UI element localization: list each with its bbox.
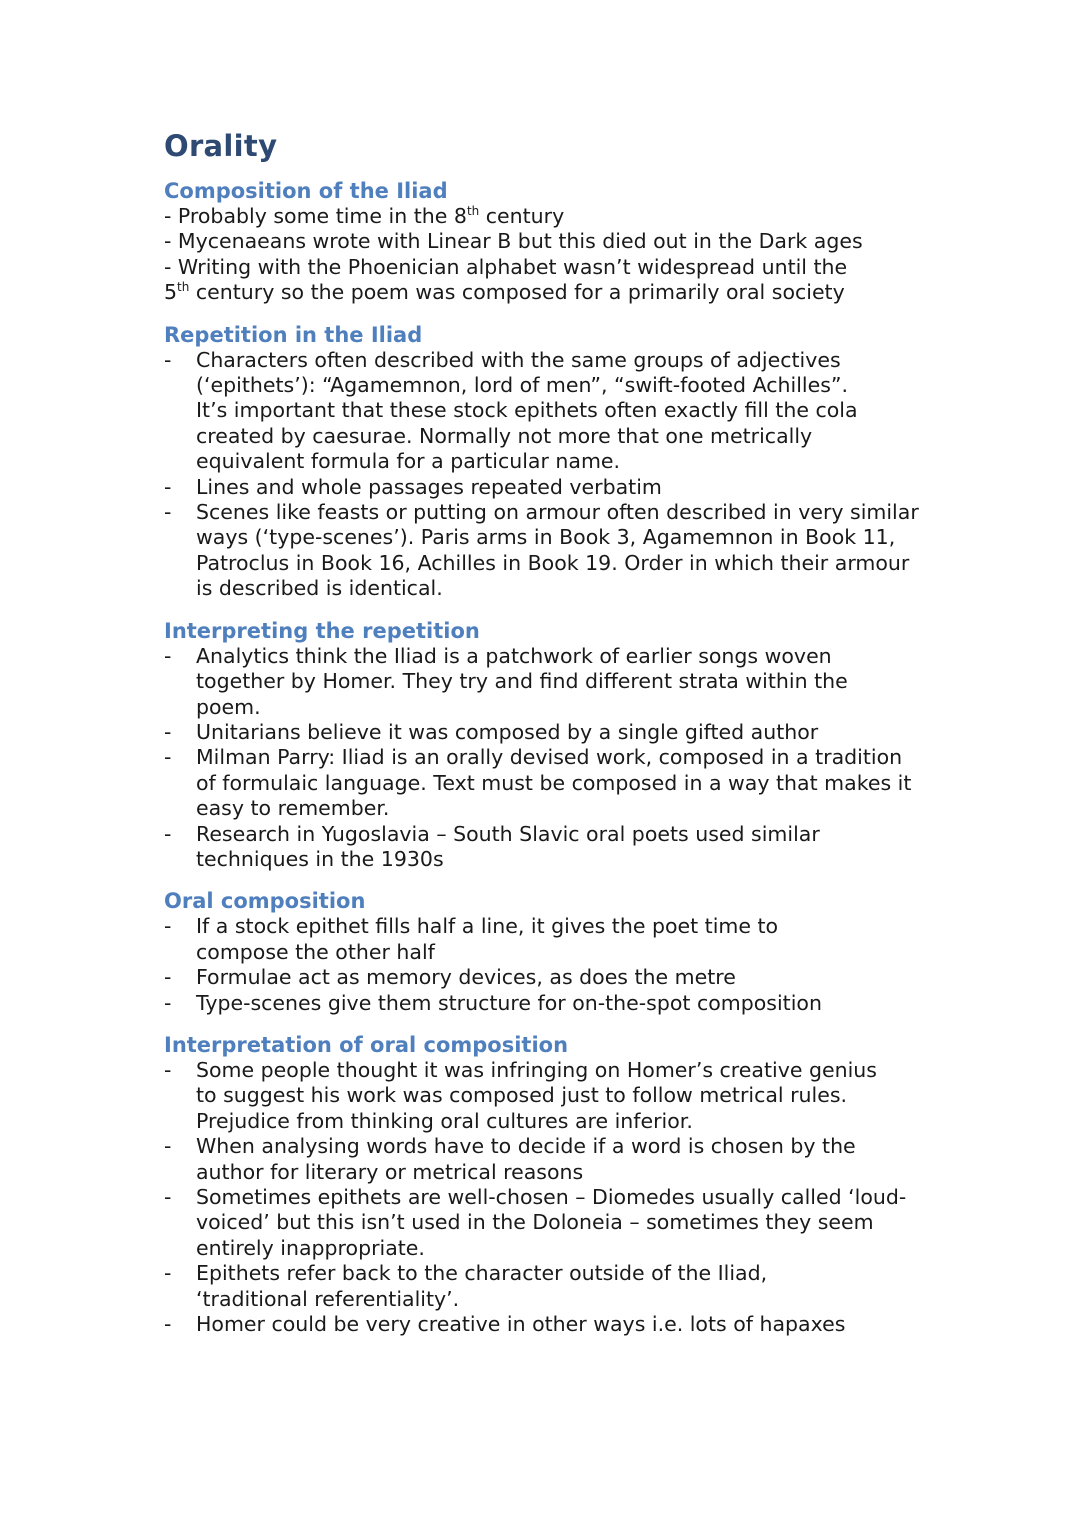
bullet-dash: - [164,1057,172,1082]
section-heading: Oral composition [164,889,366,914]
list-item: - Epithets refer back to the character outside of the Iliad, ‘traditional referentiality’. [164,1261,768,1311]
bullet-dash: - [164,474,172,499]
document-page [164,126,924,1354]
composition-line: - Mycenaeans wrote with Linear B but this died out in the Dark ages [164,229,863,254]
section-heading: Repetition in the Iliad [164,322,423,347]
list-item: - Lines and whole passages repeated verbatim [164,474,662,499]
bullet-dash: - [164,719,172,744]
section-repetition [164,323,924,602]
composition-line: - Writing with the Phoenician alphabet wasn’t widespread until the [164,254,848,279]
bullet-dash: - [164,1312,172,1337]
list-item: - If a stock epithet fills half a line, it gives the poet time to compose the other half [164,914,779,964]
section-composition [164,179,924,306]
bullet-list [164,914,924,1016]
bullet-dash: - [164,500,172,525]
list-item: - Analytics think the Iliad is a patchwork of earlier songs woven together by Homer. They try and find different strata within the poem. [164,643,848,719]
bullet-dash: - [164,1185,172,1209]
section-oral-composition [164,889,924,1016]
section-heading: Composition of the Iliad [164,179,448,203]
composition-line: 5th century so the poem was composed for a primarily oral society [164,280,845,305]
section-heading: Interpreting the repetition [164,618,480,643]
composition-lines [164,204,924,306]
bullet-list [164,644,924,873]
bullet-list [164,348,924,602]
composition-line: - Probably some time in the 8th century [164,204,565,228]
list-item: - Homer could be very creative in other ways i.e. lots of hapaxes [164,1312,846,1337]
bullet-dash: - [164,1261,172,1286]
list-item: - Characters often described with the same groups of adjectives (‘epithets’): “Agamemnon, lord of men”, “swift-footed Achilles”. It’s important that these stock epithets often exactly fill the cola created by caesurae. Normally not more that one metrically equivalent formula for a particular name. [164,347,858,474]
list-item: - Scenes like feasts or putting on armour often described in very similar ways (‘type-scenes’). Paris arms in Book 3, Agamemnon in Book 11, Patroclus in Book 16, Achilles in Book 19. Order in which their armour is described is identical. [164,500,919,601]
bullet-dash: - [164,965,172,990]
bullet-dash: - [164,643,172,668]
list-item: - Type-scenes give them structure for on-the-spot composition [164,990,822,1015]
bullet-list [164,1058,924,1337]
list-item: - Milman Parry: Iliad is an orally devised work, composed in a tradition of formulaic language. Text must be composed in a way that makes it easy to remember. [164,745,912,821]
list-item: - When analysing words have to decide if a word is chosen by the author for literary or metrical reasons [164,1134,856,1184]
bullet-dash: - [164,347,172,372]
section-interpretation-oral [164,1033,924,1337]
list-item: - Research in Yugoslavia – South Slavic oral poets used similar techniques in the 1930s [164,821,820,871]
bullet-dash: - [164,821,172,846]
page-title: Orality [164,129,278,163]
section-heading: Interpretation of oral composition [164,1032,569,1057]
list-item: - Formulae act as memory devices, as does the metre [164,965,736,990]
bullet-dash: - [164,914,172,939]
list-item: - Sometimes epithets are well-chosen – Diomedes usually called ‘loud-voiced’ but this isn’t used in the Doloneia – sometimes they seem entirely inappropriate. [164,1185,907,1260]
bullet-dash: - [164,1134,172,1159]
section-interpreting [164,619,924,873]
bullet-dash: - [164,990,172,1015]
bullet-dash: - [164,745,172,770]
list-item: - Unitarians believe it was composed by a single gifted author [164,719,819,744]
list-item: - Some people thought it was infringing on Homer’s creative genius to suggest his work was composed just to follow metrical rules. Prejudice from thinking oral cultures are inferior. [164,1057,877,1133]
